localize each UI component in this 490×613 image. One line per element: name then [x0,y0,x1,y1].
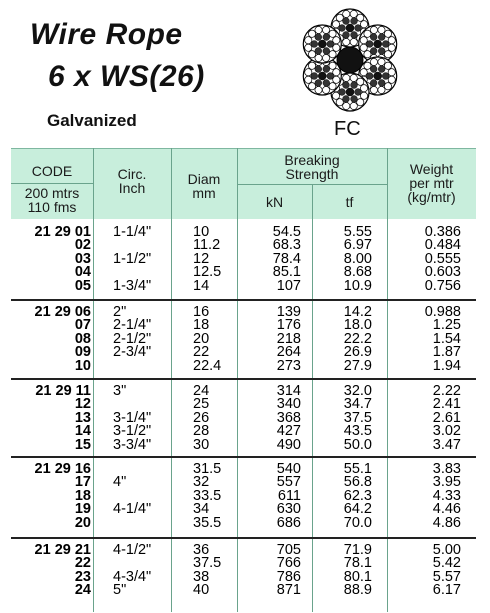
weight-cell: 3.02 [432,423,461,440]
weight-cell: 0.484 [424,237,461,254]
diameter-cell: 36 [193,542,210,558]
diameter-cell: 34 [193,501,210,518]
tf-cell: 6.97 [343,237,372,254]
product-title: Wire Rope [30,18,183,51]
code-cell: 21 29 06 [34,304,91,320]
finish-label: Galvanized [47,111,137,130]
circumference-cell: 3-3/4" [113,436,152,453]
tf-cell: 37.5 [343,409,372,426]
kn-cell: 686 [276,514,301,531]
kn-cell: 218 [276,330,301,347]
kn-cell: 630 [276,501,301,518]
weight-cell: 4.86 [432,514,461,531]
circumference-cell: 3" [113,383,127,399]
circumference-cell: 2-1/2" [113,330,152,347]
diameter-cell: 24 [193,383,210,399]
kn-cell: 766 [276,555,301,572]
diameter-cell: 12 [193,250,210,267]
weight-cell: 1.87 [432,344,461,361]
circumference-cell: 4-1/4" [113,501,152,518]
code-cell: 08 [74,330,91,347]
kn-cell: 557 [276,474,301,491]
diameter-cell: 20 [193,330,210,347]
weight-cell: 0.386 [424,224,461,240]
kn-cell: 85.1 [272,264,301,281]
diameter-cell: 22.4 [193,357,222,374]
code-cell: 19 [74,501,91,518]
header-breaking: Breaking [284,152,340,168]
core-label: FC [334,118,361,140]
code-cell: 21 29 21 [34,542,91,558]
tf-cell: 18.0 [343,317,372,334]
weight-cell: 5.00 [432,542,461,558]
spec-table [11,148,476,612]
diameter-cell: 18 [193,317,210,334]
weight-cell: 6.17 [432,582,461,599]
weight-cell: 4.46 [432,501,461,518]
kn-cell: 176 [276,317,301,334]
diameter-cell: 37.5 [193,555,222,572]
circumference-cell: 2" [113,304,127,320]
weight-cell: 2.41 [432,396,461,413]
kn-cell: 871 [276,582,301,599]
header-diam1: Diam [187,171,221,187]
tf-cell: 32.0 [343,383,372,399]
tf-cell: 34.7 [343,396,372,413]
code-cell: 21 29 16 [34,461,91,477]
weight-cell: 3.47 [432,436,461,453]
tf-cell: 55.1 [343,461,372,477]
tf-cell: 64.2 [343,501,372,518]
tf-cell: 70.0 [343,514,372,531]
weight-cell: 0.988 [424,304,461,320]
tf-cell: 62.3 [343,487,372,504]
diameter-cell: 25 [193,396,210,413]
code-cell: 07 [74,317,91,334]
diameter-cell: 40 [193,582,210,599]
code-cell: 17 [74,474,91,491]
kn-cell: 611 [277,487,301,504]
kn-cell: 68.3 [272,237,301,254]
code-cell: 21 29 11 [35,383,91,399]
code-cell: 23 [74,568,91,585]
weight-cell: 3.95 [432,474,461,491]
code-cell: 10 [74,357,91,374]
weight-cell: 1.54 [432,330,461,347]
kn-cell: 340 [276,396,301,413]
code-cell: 14 [74,423,91,440]
code-cell: 24 [74,582,91,599]
code-cell: 13 [74,409,91,426]
tf-cell: 43.5 [343,423,372,440]
header-weight2: per mtr [409,175,454,191]
diameter-cell: 22 [193,344,210,361]
diameter-cell: 26 [193,409,210,426]
header-weight3: (kg/mtr) [407,189,456,205]
diameter-cell: 12.5 [193,264,222,281]
kn-cell: 490 [276,436,301,453]
kn-cell: 786 [276,568,301,585]
tf-cell: 27.9 [343,357,372,374]
header-code-sub2: 110 fms [27,199,77,215]
tf-cell: 10.9 [343,277,372,294]
tf-cell: 80.1 [343,568,372,585]
circumference-cell: 3-1/4" [113,409,152,426]
tf-cell: 8.00 [343,250,372,267]
diameter-cell: 33.5 [193,487,222,504]
tf-cell: 88.9 [343,582,372,599]
circumference-cell: 4-3/4" [113,568,152,585]
group-separator [11,537,476,539]
code-cell: 20 [74,514,91,531]
kn-cell: 78.4 [272,250,301,267]
code-cell: 21 29 01 [34,224,91,240]
code-cell: 02 [74,237,91,254]
diameter-cell: 32 [193,474,210,491]
code-cell: 18 [74,487,91,504]
weight-cell: 1.94 [432,357,461,374]
header-kn: kN [265,194,284,210]
kn-cell: 54.5 [272,224,301,240]
header-circ2: Inch [118,180,146,196]
code-cell: 12 [74,396,91,413]
kn-cell: 139 [276,304,301,320]
code-cell: 03 [74,250,91,267]
tf-cell: 5.55 [343,224,372,240]
tf-cell: 78.1 [343,555,372,572]
diameter-cell: 31.5 [193,461,222,477]
kn-cell: 107 [276,277,301,294]
circumference-cell: 4" [113,474,127,491]
weight-cell: 0.756 [424,277,461,294]
weight-cell: 0.603 [424,264,461,281]
header-weight1: Weight [409,161,454,177]
diameter-cell: 10 [193,224,210,240]
kn-cell: 273 [276,357,301,374]
kn-cell: 264 [276,344,301,361]
circumference-cell: 3-1/2" [113,423,152,440]
header-strength: Strength [285,166,339,182]
weight-cell: 3.83 [432,461,461,477]
weight-cell: 2.22 [432,383,461,399]
header-code: CODE [31,163,73,179]
rope-cross-section-icon [290,8,410,112]
circumference-cell: 1-1/4" [113,224,152,240]
circumference-cell: 5" [113,582,127,599]
weight-cell: 2.61 [432,409,461,426]
kn-cell: 705 [276,542,301,558]
group-separator [11,456,476,458]
diameter-cell: 11.2 [193,237,221,254]
kn-cell: 314 [276,383,301,399]
diameter-cell: 16 [193,304,210,320]
tf-cell: 22.2 [343,330,372,347]
diameter-cell: 14 [193,277,210,294]
weight-cell: 1.25 [432,317,461,334]
diameter-cell: 28 [193,423,210,440]
tf-cell: 50.0 [343,436,372,453]
weight-cell: 5.57 [432,568,461,585]
code-cell: 04 [74,264,91,281]
weight-cell: 0.555 [424,250,461,267]
kn-cell: 368 [276,409,301,426]
tf-cell: 8.68 [343,264,372,281]
diameter-cell: 30 [193,436,210,453]
header-diam2: mm [192,185,216,201]
circumference-cell: 1-1/2" [113,250,152,267]
circumference-cell: 1-3/4" [113,277,152,294]
diameter-cell: 38 [193,568,210,585]
tf-cell: 56.8 [343,474,372,491]
weight-cell: 4.33 [432,487,461,504]
group-separator [11,299,476,301]
rope-construction: 6 x WS(26) [48,60,205,93]
header-circ1: Circ. [117,166,147,182]
code-cell: 15 [74,436,91,453]
header-code-sub1: 200 mtrs [24,185,80,201]
code-cell: 09 [74,344,91,361]
circumference-cell: 2-3/4" [113,344,152,361]
kn-cell: 427 [276,423,301,440]
tf-cell: 71.9 [343,542,372,558]
kn-cell: 540 [276,461,301,477]
diameter-cell: 35.5 [193,514,222,531]
code-cell: 22 [74,555,91,572]
header-tf: tf [345,194,354,210]
tf-cell: 14.2 [343,304,372,320]
tf-cell: 26.9 [343,344,372,361]
group-separator [11,378,476,380]
circumference-cell: 2-1/4" [113,317,152,334]
code-cell: 05 [74,277,91,294]
circumference-cell: 4-1/2" [113,542,152,558]
weight-cell: 5.42 [432,555,461,572]
